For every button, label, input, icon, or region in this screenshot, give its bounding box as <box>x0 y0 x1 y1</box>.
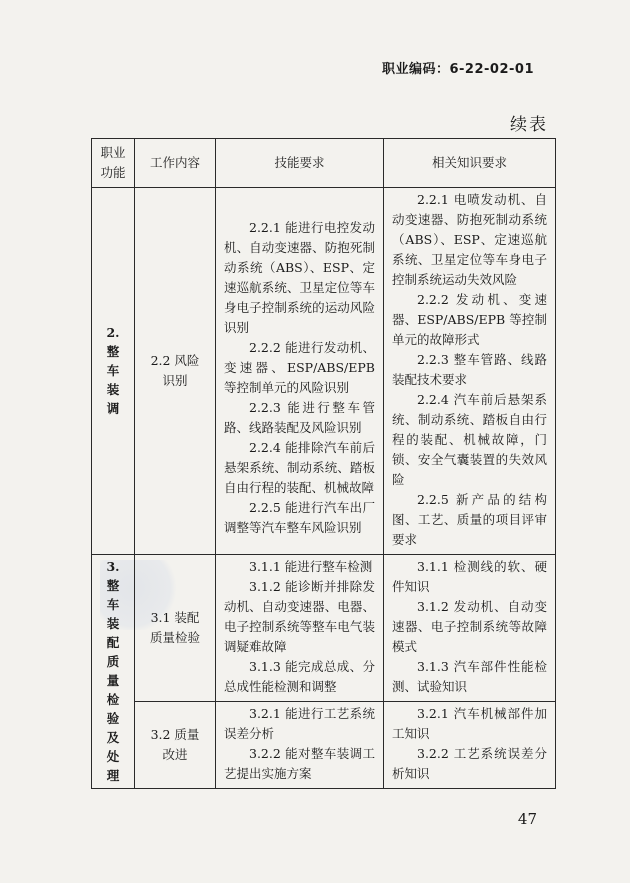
continued-label: 续表 <box>510 115 548 135</box>
content-cell <box>135 555 216 702</box>
requirement-item: 2.2.2 发动机、变速器、ESP/ABS/EPB 等控制单元的故障形式 <box>392 292 547 347</box>
function-char: 车 <box>106 363 120 378</box>
requirement-item: 3.2.1 能进行工艺系统误差分析 <box>224 706 375 741</box>
requirement-item: 2.2.1 电喷发动机、自动变速器、防抱死制动系统（ABS）、ESP、定速巡航系统、卫星定位等车身电子控制系统运动失效风险 <box>392 192 547 287</box>
requirement-item: 3.1.1 检测线的软、硬件知识 <box>392 559 547 594</box>
requirement-item: 3.2.2 工艺系统误差分析知识 <box>392 746 547 781</box>
function-char: 及 <box>106 730 120 745</box>
knowledge-cell <box>384 555 556 702</box>
knowledge-cell <box>384 702 556 789</box>
table-row <box>92 702 556 789</box>
requirement-item: 2.2.5 能进行汽车出厂调整等汽车整车风险识别 <box>224 500 375 535</box>
requirement-item: 3.1.3 汽车部件性能检测、试验知识 <box>392 659 547 694</box>
requirement-item: 2.2.1 能进行电控发动机、自动变速器、防抱死制动系统（ABS）、ESP、定速巡航系统、卫星定位等车身电子控制系统的运动风险识别 <box>224 220 375 335</box>
requirement-item: 3.1.2 能诊断并排除发动机、自动变速器、电器、电子控制系统等整车电气装调疑难故障 <box>224 579 375 654</box>
content-label: 3.1 装配质量检验 <box>149 610 200 645</box>
function-label <box>106 557 119 785</box>
function-char: 装 <box>106 616 120 631</box>
function-cell <box>92 555 135 789</box>
requirement-item: 3.1.3 能完成总成、分总成性能检测和调整 <box>224 659 375 694</box>
content-label: 3.2 质量改进 <box>150 727 200 762</box>
content-cell <box>135 188 216 555</box>
function-char: 装 <box>106 382 120 397</box>
header-content: 工作内容 <box>135 139 216 188</box>
requirement-item: 3.2.1 汽车机械部件加工知识 <box>392 706 547 741</box>
skills-cell <box>216 555 384 702</box>
skills-cell <box>216 188 384 555</box>
requirement-item: 3.1.2 发动机、自动变速器、电子控制系统等故障模式 <box>392 599 547 654</box>
function-char: 质 <box>106 654 120 669</box>
function-char: 整 <box>106 344 120 359</box>
header-function-line: 职业 <box>100 145 126 160</box>
requirement-item: 3.2.2 能对整车装调工艺提出实施方案 <box>224 746 375 781</box>
function-char: 量 <box>106 673 120 688</box>
function-char: 验 <box>106 711 120 726</box>
skills-table <box>91 138 556 789</box>
header-knowledge: 相关知识要求 <box>384 139 556 188</box>
header-function-line: 功能 <box>100 165 126 180</box>
function-char: 处 <box>106 749 120 764</box>
function-cell <box>92 188 135 555</box>
function-char: 车 <box>106 597 120 612</box>
skills-cell <box>216 702 384 789</box>
function-char: 整 <box>106 578 120 593</box>
function-char: 调 <box>106 401 120 416</box>
function-char: 3. <box>106 559 120 574</box>
requirement-item: 2.2.4 汽车前后悬架系统、制动系统、踏板自由行程的装配、机械故障，门锁、安全气囊装置的失效风险 <box>392 392 547 487</box>
function-char: 2. <box>106 325 120 340</box>
requirement-item: 3.1.1 能进行整车检测 <box>249 559 373 574</box>
function-char: 理 <box>106 768 120 783</box>
function-char: 检 <box>106 692 120 707</box>
page-number: 47 <box>517 810 537 828</box>
header-skills: 技能要求 <box>216 139 384 188</box>
function-label <box>106 323 119 418</box>
occupation-code: 职业编码：6-22-02-01 <box>381 62 534 77</box>
requirement-item: 2.2.5 新产品的结构图、工艺、质量的项目评审要求 <box>392 492 547 547</box>
requirement-item: 2.2.2 能进行发动机、变速器、ESP/ABS/EPB 等控制单元的风险识别 <box>224 340 375 395</box>
table-row <box>92 555 556 702</box>
function-char: 配 <box>106 635 120 650</box>
requirement-item: 2.2.3 能进行整车管路、线路装配及风险识别 <box>224 400 375 435</box>
requirement-item: 2.2.3 整车管路、线路装配技术要求 <box>392 352 547 387</box>
header-function <box>92 139 135 188</box>
content-label: 2.2 风险识别 <box>150 353 200 388</box>
requirement-item: 2.2.4 能排除汽车前后悬架系统、制动系统、踏板自由行程的装配、机械故障 <box>224 440 375 495</box>
table-row <box>92 188 556 555</box>
knowledge-cell <box>384 188 556 555</box>
table-header-row <box>92 139 556 188</box>
content-cell <box>135 702 216 789</box>
